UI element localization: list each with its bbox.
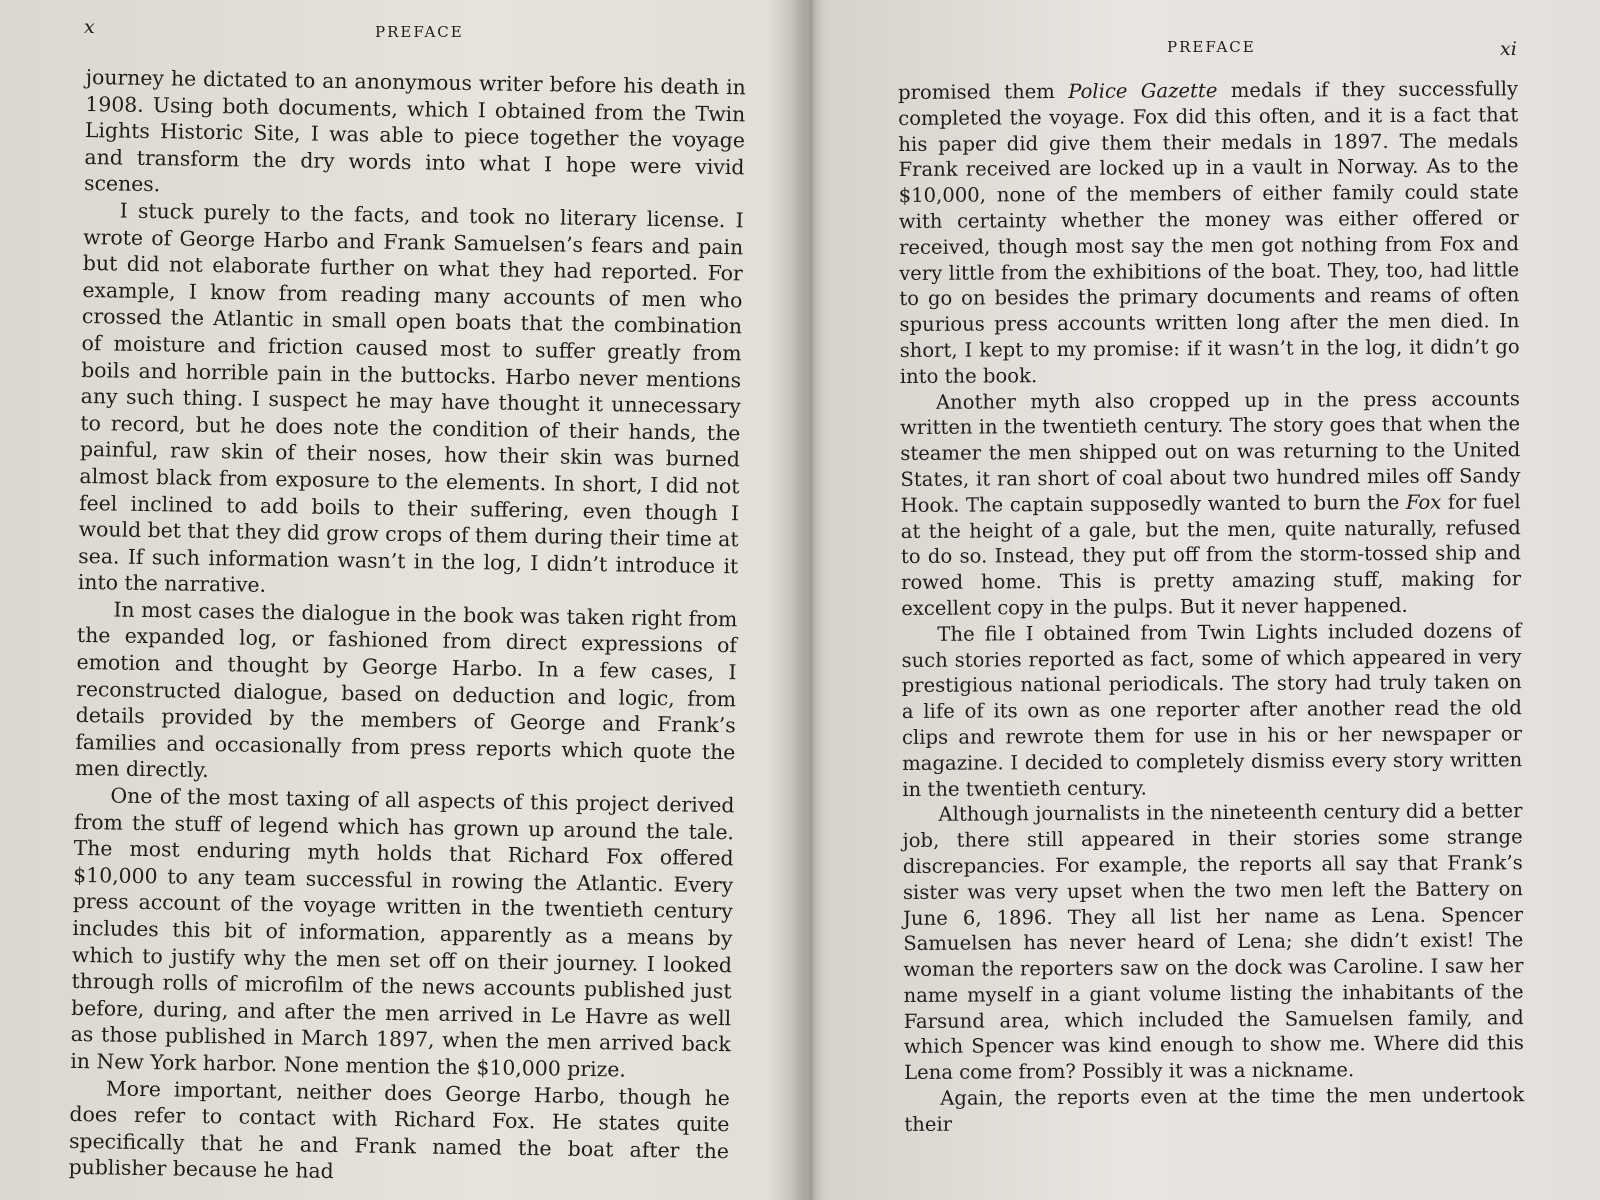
- running-head: PREFACE: [1167, 38, 1256, 56]
- paragraph: [898, 76, 1520, 389]
- paragraph: More important, neither does George Harbo, though he does refer to contact with Richard Fox. He states quite specifically that he and Frank named the boat after the publisher because he had: [68, 1076, 731, 1184]
- paragraph: The file I obtained from Twin Lights included dozens of such stories reported as fact, some of which appeared in very prestigious national periodicals. The story had truly taken on a life of its own as one reporter after another read the old clips and rewrote them for use in his or her newspaper or magazine. I decided to completely dismiss every story written in the twentieth century.: [901, 618, 1523, 801]
- paragraph: [900, 386, 1521, 622]
- body-text: [898, 76, 1524, 1137]
- body-text: [68, 64, 745, 1191]
- page-number: xi: [1500, 38, 1517, 60]
- text-run: promised them: [898, 79, 1069, 104]
- paragraph: In most cases the dialogue in the book was taken right from the expanded log, or fashioned from direct expressions of emotion and thought by George Harbo. In a few cases, I reconstructed dialogue, based on deduction and logic, from details provided by the members of George and Frank’s families and occasionally from press reports which quote the men directly.: [74, 597, 738, 783]
- italic-title: Police Gazette: [1068, 79, 1218, 103]
- paragraph: I stuck purely to the facts, and took no literary license. I wrote of George Harbo and Frank Samuelsen’s fears and pain but did not elaborate further on what they had reported. For example, I know from reading many accounts of men who crossed the Atlantic in small open boats that the combination of moisture and friction caused most to suffer greatly from boils and horrible pain in the buttocks. Harbo never mentions any such thing. I suspect he may have thought it unnecessary to record, but he does note the condition of their hands, the painful, raw skin of their noses, how their skin was burned almost black from exposure to the elements. In short, I did not feel inclined to add boils to their suffering, even though I would bet that they did grow crops of them during their time at sea. If such information wasn’t in the log, I didn’t introduce it into the narrative.: [77, 198, 744, 598]
- right-page: [812, 0, 1600, 1200]
- text-run: Another myth also cropped up in the press accounts written in the twentieth century. The story goes that when the steamer the men shipped out on was returning to the United States, it ran short of coal about two hundred miles off Sandy Hook. The captain supposedly wanted to burn the: [900, 386, 1521, 517]
- paragraph: Although journalists in the nineteenth century did a better job, there still appeared in their stories some strange discrepancies. For example, the reports all say that Frank’s sister was very upset when the two men left the Battery on June 6, 1896. They all list her name as Lena. Spencer Samuelsen has never heard of Lena; she didn’t exist! The woman the reporters saw on the dock was Caroline. I saw her name myself in a giant volume listing the inhabitants of the Farsund area, which included the Samuelsen family, and which Spencer was kind enough to show me. Where did this Lena come from? Possibly it was a nickname.: [902, 799, 1524, 1085]
- text-run: medals if they successfully completed the voyage. Fox did this often, and it is a fact that his paper did give them their medals in 1897. The medals Frank received are locked up in a vault in Norway. As to the $10,000, none of the members of either family could state with certainty whether the money was either offered or received, though most say the men got nothing from Fox and very little from the exhibitions of the boat. They, too, had little to go on besides the primary documents and reams of often spurious press accounts written long after the men died. In short, I kept to my promise: if it wasn’t in the log, it didn’t go into the book.: [898, 77, 1520, 388]
- text-run: for fuel at the height of a gale, but the men, quite naturally, refused to do so. Instead, they put off from the storm-tossed ship and rowed home. This is pretty amazing stuff, making for excellent copy in the pulps. But it never happened.: [900, 489, 1522, 620]
- italic-title: Fox: [1405, 490, 1442, 514]
- paragraph: One of the most taxing of all aspects of this project derived from the stuff of legend which has grown up around the tale. The most enduring myth holds that Richard Fox offered $10,000 to any team successful in rowing the Atlantic. Every press account of the voyage written in the twentieth century includes this bit of information, apparently as a means by which to justify why the men set off on their journey. I looked through rolls of microfilm of the news accounts published just before, during, and after the men arrived in Le Havre as well as those published in March 1897, when the men arrived back in New York harbor. None mention the $10,000 prize.: [70, 783, 735, 1082]
- paragraph: Again, the reports even at the time the men undertook their: [904, 1083, 1525, 1136]
- page-number: x: [84, 16, 95, 38]
- paragraph: journey he dictated to an anonymous writer before his death in 1908. Using both documents, which I obtained from the Twin Lights Historic Site, I was able to piece together the voyage and transform the dry words into what I hope were vivid scenes.: [83, 64, 746, 197]
- running-head: PREFACE: [375, 23, 464, 41]
